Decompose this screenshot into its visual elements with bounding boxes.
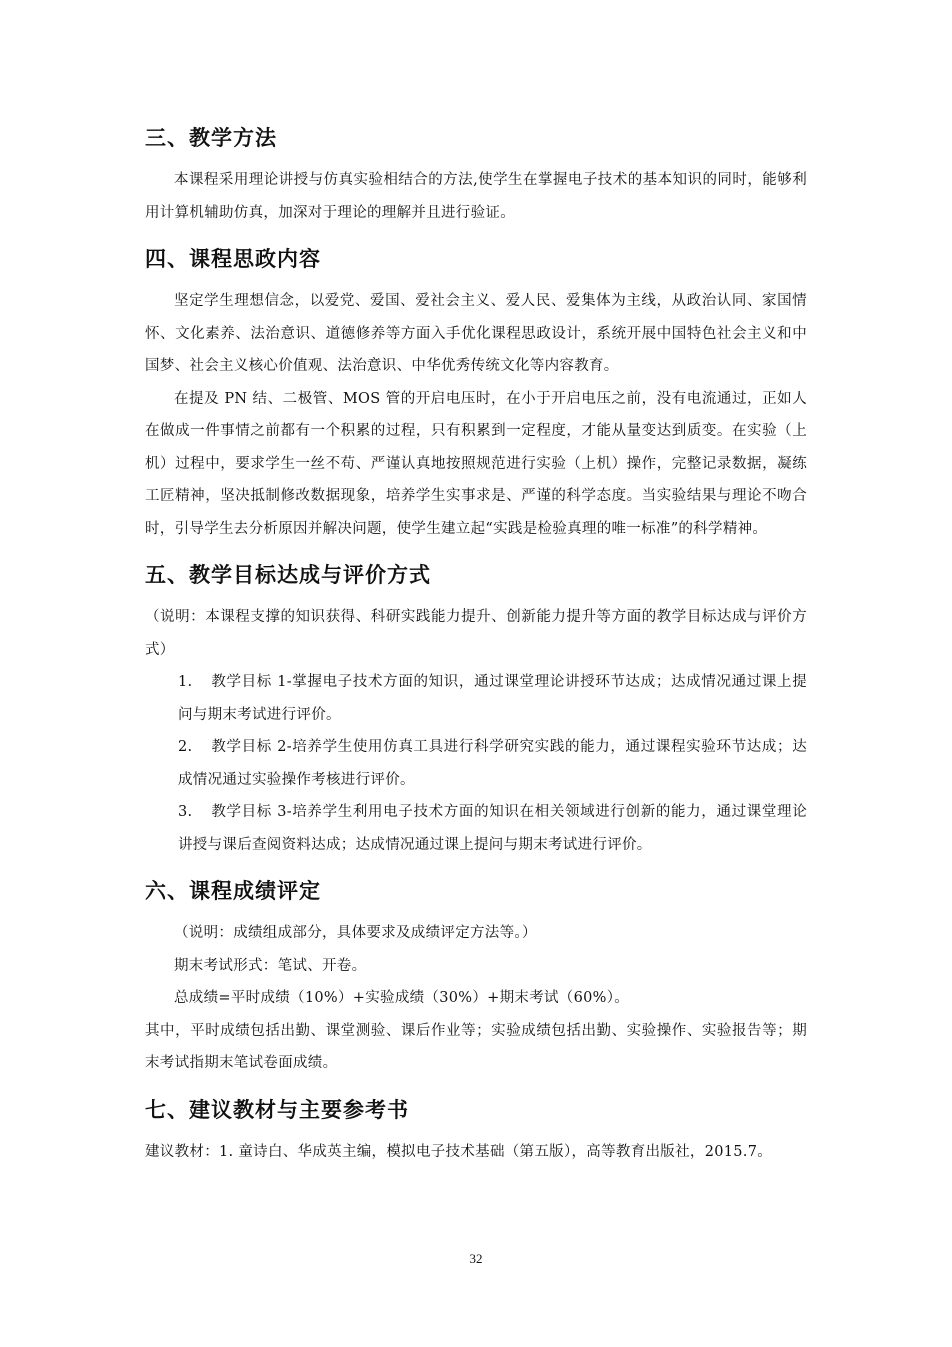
page-content — [145, 118, 807, 1168]
section-heading-textbooks: 七、建议教材与主要参考书 — [145, 1097, 409, 1122]
grade-formula: 总成绩=平时成绩（10%）+实验成绩（30%）+期末考试（60%）。 — [174, 990, 630, 1006]
list-item-text: 教学目标 2-培养学生使用仿真工具进行科学研究实践的能力，通过课程实验环节达成；达成情况通过实验操作考核进行评价。 — [178, 739, 807, 788]
teaching-methods-paragraph: 本课程采用理论讲授与仿真实验相结合的方法,使学生在掌握电子技术的基本知识的同时，能够利用计算机辅助仿真，加深对于理论的理解并且进行验证。 — [145, 172, 807, 221]
list-item — [145, 666, 807, 731]
section-heading-teaching-methods: 三、教学方法 — [145, 126, 277, 150]
list-item — [145, 796, 807, 861]
list-item-text: 教学目标 1-掌握电子技术方面的知识，通过课堂理论讲授环节达成；达成情况通过课上提问与期末考试进行评价。 — [178, 674, 807, 723]
ideological-paragraph-1: 坚定学生理想信念，以爱党、爱国、爱社会主义、爱人民、爱集体为主线，从政治认同、家国情怀、文化素养、法治意识、道德修养等方面入手优化课程思政设计，系统开展中国特色社会主义和中国梦、社会主义核心价值观、法治意识、中华优秀传统文化等内容教育。 — [145, 293, 807, 374]
exam-format: 期末考试形式：笔试、开卷。 — [174, 957, 367, 974]
section-heading-grading: 六、课程成绩评定 — [145, 879, 321, 903]
list-item-number: 2. — [178, 739, 193, 755]
list-item-number: 3. — [178, 804, 193, 820]
list-item-text: 教学目标 3-培养学生利用电子技术方面的知识在相关领域进行创新的能力，通过课堂理论讲授与课后查阅资料达成；达成情况通过课上提问与期末考试进行评价。 — [178, 804, 807, 853]
textbook-entry: 建议教材：1. 童诗白、华成英主编，模拟电子技术基础（第五版），高等教育出版社，2015.7。 — [145, 1143, 773, 1160]
grading-note: （说明：成绩组成部分，具体要求及成绩评定方法等。） — [174, 925, 537, 941]
section-heading-objectives-evaluation: 五、教学目标达成与评价方式 — [145, 563, 431, 587]
page-number: 32 — [469, 1251, 483, 1266]
section-heading-ideological-content: 四、课程思政内容 — [145, 247, 321, 271]
ideological-paragraph-2: 在提及 PN 结、二极管、MOS 管的开启电压时，在小于开启电压之前，没有电流通过，正如人在做成一件事情之前都有一个积累的过程，只有积累到一定程度，才能从量变达到质变。在实验（上机）过程中，要求学生一丝不苟、严谨认真地按照规范进行实验（上机）操作，完整记录数据，凝练工匠精神，坚决抵制修改数据现象，培养学生实事求是、严谨的科学态度。当实验结果与理论不吻合时，引导学生去分析原因并解决问题，使学生建立起“实践是检验真理的唯一标准”的科学精神。 — [145, 390, 807, 537]
grading-details-paragraph: 其中，平时成绩包括出勤、课堂测验、课后作业等；实验成绩包括出勤、实验操作、实验报告等；期末考试指期末笔试卷面成绩。 — [145, 1022, 807, 1071]
objectives-note: （说明：本课程支撑的知识获得、科研实践能力提升、创新能力提升等方面的教学目标达成与评价方式） — [145, 609, 807, 658]
list-item-number: 1. — [178, 674, 193, 690]
list-item — [145, 731, 807, 796]
